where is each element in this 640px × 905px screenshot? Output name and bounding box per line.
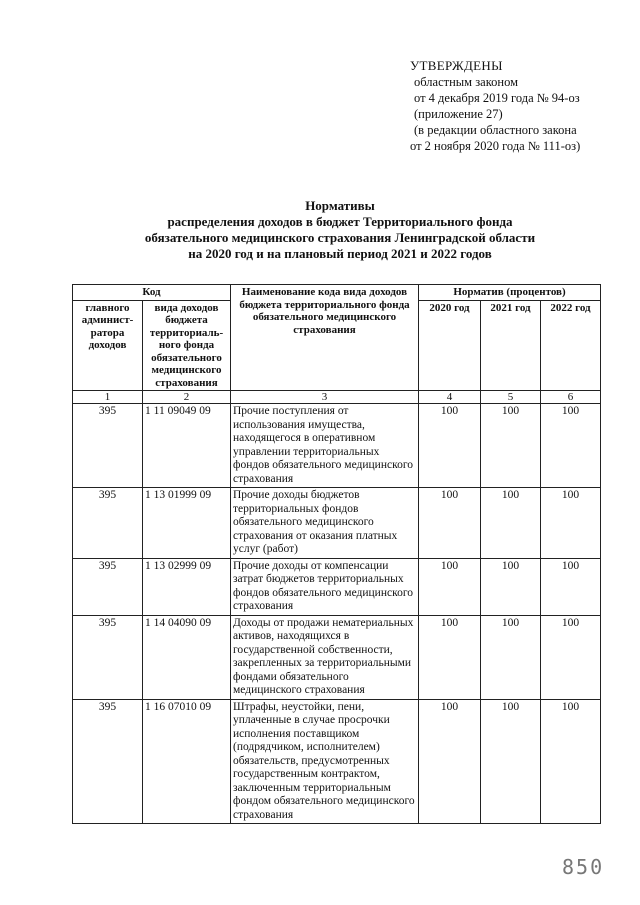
value-2021: 100	[481, 558, 541, 615]
income-name: Прочие поступления от использования имущества, находящегося в оперативном управлении территориальных фондов обязательного медицинского страхования	[231, 404, 419, 488]
value-2022: 100	[541, 699, 601, 824]
approval-line: от 4 декабря 2019 года № 94-оз	[414, 91, 580, 105]
header-admin: главного админист-ратора доходов	[73, 300, 143, 391]
page-number-stamp: 850	[562, 855, 605, 879]
income-name: Прочие доходы бюджетов территориальных фондов обязательного медицинского страхования от оказания платных услуг (работ)	[231, 488, 419, 559]
approval-block	[410, 58, 580, 154]
value-2020: 100	[419, 488, 481, 559]
value-2020: 100	[419, 558, 481, 615]
table-row	[73, 558, 601, 615]
header-2020: 2020 год	[419, 300, 481, 391]
header-2022: 2022 год	[541, 300, 601, 391]
header-normative: Норматив (процентов)	[419, 285, 601, 301]
title-line: распределения доходов в бюджет Территориального фонда	[167, 214, 513, 229]
income-code: 1 13 01999 09	[143, 488, 231, 559]
value-2022: 100	[541, 404, 601, 488]
header-2021: 2021 год	[481, 300, 541, 391]
column-number: 5	[481, 391, 541, 404]
income-code: 1 13 02999 09	[143, 558, 231, 615]
value-2020: 100	[419, 699, 481, 824]
value-2022: 100	[541, 558, 601, 615]
income-name: Штрафы, неустойки, пени, уплаченные в случае просрочки исполнения поставщиком (подрядчиком, исполнителем) обязательств, предусмотренных государственным контрактом, заключенным территориальным фондом обязательного медицинского страхования	[231, 699, 419, 824]
header-name: Наименование кода вида доходов бюджета территориального фонда обязательного медицинского страхования	[231, 285, 419, 391]
value-2021: 100	[481, 404, 541, 488]
column-number: 1	[73, 391, 143, 404]
admin-code: 395	[73, 488, 143, 559]
value-2020: 100	[419, 615, 481, 699]
income-code: 1 16 07010 09	[143, 699, 231, 824]
approval-line: (в редакции областного закона	[414, 123, 577, 137]
admin-code: 395	[73, 404, 143, 488]
admin-code: 395	[73, 699, 143, 824]
table-row	[73, 404, 601, 488]
value-2020: 100	[419, 404, 481, 488]
title-line: Нормативы	[305, 198, 375, 213]
column-number: 6	[541, 391, 601, 404]
column-number: 3	[231, 391, 419, 404]
admin-code: 395	[73, 615, 143, 699]
column-number: 4	[419, 391, 481, 404]
approval-line: областным законом	[414, 75, 519, 89]
title-line: обязательного медицинского страхования Ленинградской области	[144, 230, 536, 245]
header-income-type: вида доходов бюджета территориаль-ного фонда обязательного медицинского страхования	[143, 300, 231, 391]
column-number: 2	[143, 391, 231, 404]
income-code: 1 14 04090 09	[143, 615, 231, 699]
value-2021: 100	[481, 615, 541, 699]
table-row	[73, 488, 601, 559]
income-name: Доходы от продажи нематериальных активов, находящихся в государственной собственности, закрепленных за территориальными фондами обязательного медицинского страхования	[231, 615, 419, 699]
approval-heading: УТВЕРЖДЕНЫ	[410, 58, 503, 73]
table-row	[73, 615, 601, 699]
approval-line: от 2 ноября 2020 года № 111-оз)	[410, 139, 581, 153]
normatives-table	[72, 284, 601, 824]
income-name: Прочие доходы от компенсации затрат бюджетов территориальных фондов обязательного медицинского страхования	[231, 558, 419, 615]
table-row	[73, 699, 601, 824]
approval-line: (приложение 27)	[414, 107, 503, 121]
value-2022: 100	[541, 488, 601, 559]
document-title	[80, 198, 600, 262]
value-2022: 100	[541, 615, 601, 699]
income-code: 1 11 09049 09	[143, 404, 231, 488]
title-line: на 2020 год и на плановый период 2021 и 2022 годов	[188, 246, 492, 261]
header-code: Код	[73, 285, 231, 301]
admin-code: 395	[73, 558, 143, 615]
value-2021: 100	[481, 488, 541, 559]
value-2021: 100	[481, 699, 541, 824]
